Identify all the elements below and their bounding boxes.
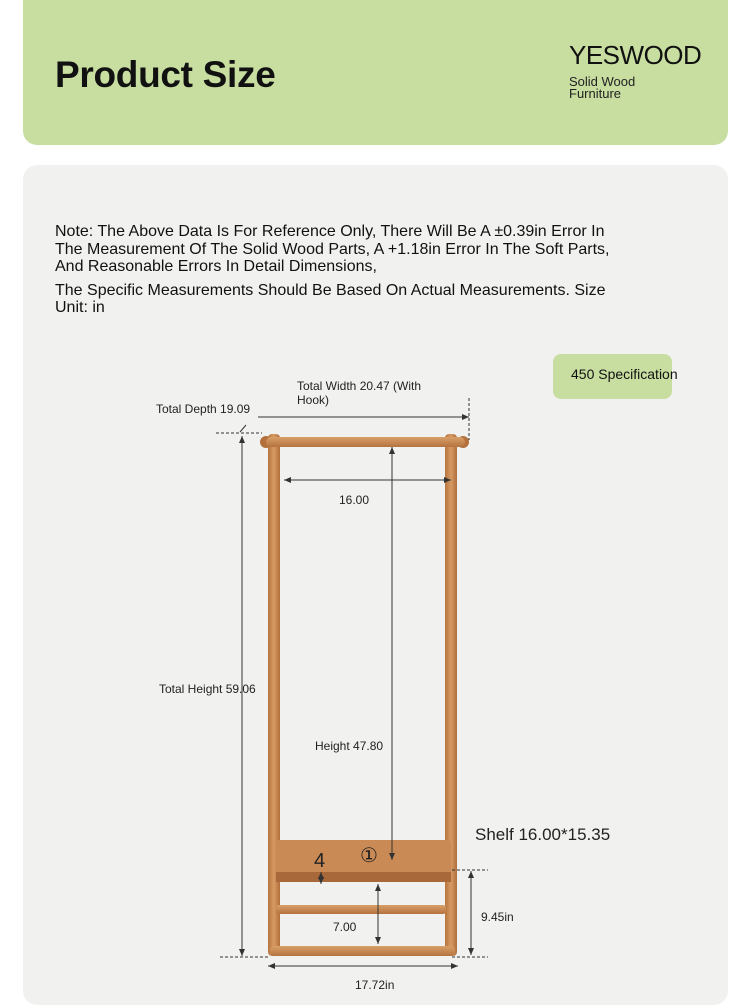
total-height-label: Total Height 59.06 xyxy=(159,682,256,696)
shelf-label: Shelf 16.00*15.35 xyxy=(475,825,611,844)
total-width-label: Total Width 20.47 (With Hook) xyxy=(297,379,422,407)
clothes-rack xyxy=(260,434,469,956)
shelf-marker: ① xyxy=(360,845,378,867)
note-line-1: Note: The Above Data Is For Reference Only, There Will Be A ±0.39in Error In The Measurement Of The Solid Wood Parts, A +1.18in Error In The Soft Parts, And Reasonable Errors In Detail Dimensions, xyxy=(55,223,610,275)
rack-base-bar xyxy=(270,946,455,956)
brand-logo: YESWOOD xyxy=(569,40,702,70)
shelf-number-label: 4 xyxy=(314,850,326,872)
total-depth-label: Total Depth 19.09 xyxy=(156,402,251,416)
inner-width-label: 16.00 xyxy=(339,493,370,507)
brand-tagline: Solid Wood Furniture xyxy=(569,74,636,101)
rack-lower-bar xyxy=(276,905,446,914)
spec-badge[interactable]: 450 Specification xyxy=(553,354,672,399)
base-width-label: 17.72in xyxy=(355,978,395,992)
rack-shelf-front xyxy=(276,872,451,882)
lower-height-label: 9.45in xyxy=(481,910,514,924)
total-depth-line xyxy=(240,425,246,432)
height-label: Height 47.80 xyxy=(315,739,384,753)
note-line-2: The Specific Measurements Should Be Based On Actual Measurements. Size Unit: in xyxy=(55,281,606,316)
lower-gap-label: 7.00 xyxy=(333,920,357,934)
rack-top-rail xyxy=(266,437,465,447)
page-title: Product Size xyxy=(55,54,276,95)
